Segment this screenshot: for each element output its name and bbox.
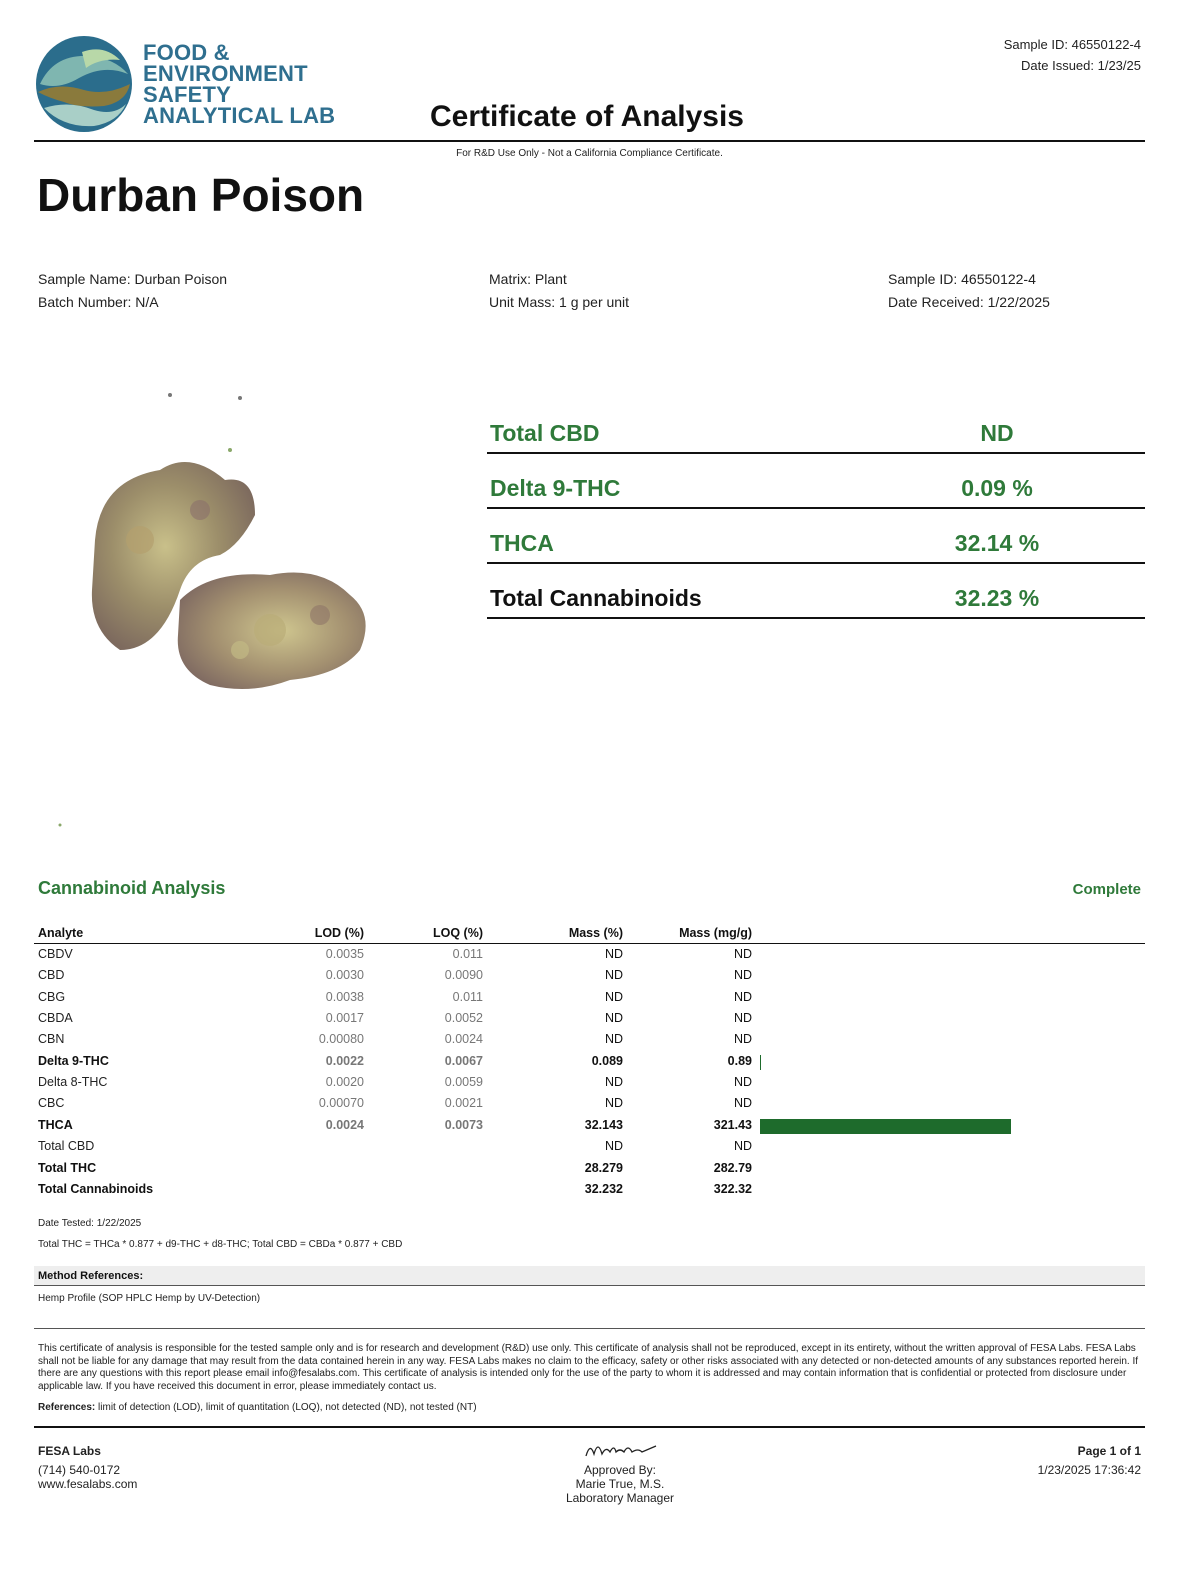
footer-company: FESA Labs <box>38 1444 101 1458</box>
summary-value: 32.14 % <box>954 530 1040 556</box>
section-title: Cannabinoid Analysis <box>38 878 226 898</box>
header-sample-id: Sample ID: 46550122-4 <box>1003 37 1141 52</box>
header-date-issued: Date Issued: 1/23/25 <box>1021 58 1141 73</box>
footer-timestamp: 1/23/2025 17:36:42 <box>1037 1463 1141 1477</box>
table-row <box>0 1159 1179 1180</box>
mass-pct-cell: ND <box>604 1096 623 1111</box>
unit-mass: Unit Mass: 1 g per unit <box>489 294 630 310</box>
disclaimer: This certificate of analysis is responsible for the tested sample only and is for research and development (R&D) use only. This certificate of analysis shall not be reproduced, except in its entirety, without the written approval of FESA Labs. FESA Labs shall not be liable for any damage that may result from the data contained herein in any way. FESA Labs makes no claim to the efficacy, safety or other risks associated with any detected or non-detected amounts of any substances reported herein. If there are any questions with this report please email info@fesalabs.com. This certificate of analysis is intended only for the use of the party to whom it is addressed and may contain information that is confidential or protected from disclosure under applicable law. If you have received this document in error, please immediately contact us. <box>38 1343 1139 1392</box>
table-header-divider <box>34 943 1145 944</box>
mass-mg-cell: ND <box>733 968 752 983</box>
batch-number: Batch Number: N/A <box>38 294 159 310</box>
analyte-cell: THCA <box>38 1117 73 1132</box>
footer-phone: (714) 540-0172 <box>38 1463 121 1477</box>
column-header-analyte: Analyte <box>38 926 84 940</box>
lod-cell: 0.0035 <box>325 947 364 961</box>
loq-cell: 0.0090 <box>444 968 483 983</box>
document-title: Certificate of Analysis <box>430 100 744 133</box>
summary-row-delta9-thc <box>487 469 1145 509</box>
mass-mg-cell: 322.32 <box>713 1181 752 1196</box>
table-row <box>0 1052 1179 1073</box>
mass-mg-cell: ND <box>733 1011 752 1026</box>
mass-pct-cell: 0.089 <box>591 1053 623 1068</box>
lod-cell: 0.0020 <box>325 1075 364 1090</box>
mass-pct-cell: ND <box>604 1032 623 1047</box>
table-row <box>0 1073 1179 1094</box>
summary-label: Delta 9-THC <box>490 475 621 501</box>
analyte-cell: CBD <box>38 968 65 983</box>
mass-mg-cell: 282.79 <box>713 1160 752 1175</box>
analyte-cell: CBG <box>38 989 66 1004</box>
summary-label: Total Cannabinoids <box>490 585 702 611</box>
analyte-cell: CBDV <box>38 947 73 961</box>
lab-name-line-1: FOOD & <box>143 40 230 65</box>
mass-mg-cell: ND <box>733 1075 752 1090</box>
analyte-cell: CBDA <box>38 1011 73 1026</box>
lod-cell: 0.00080 <box>318 1032 364 1047</box>
lab-logo <box>34 34 134 134</box>
analyte-cell: Total Cannabinoids <box>38 1181 154 1196</box>
mass-mg-cell: ND <box>733 1139 752 1154</box>
summary-row-thca <box>487 524 1145 564</box>
mass-pct-cell: ND <box>604 989 623 1004</box>
total-formula: Total THC = THCa * 0.877 + d9-THC + d8-THC; Total CBD = CBDa * 0.877 + CBD <box>38 1239 403 1250</box>
footer-website[interactable]: www.fesalabs.com <box>38 1477 138 1491</box>
mass-pct-cell: ND <box>604 1075 623 1090</box>
table-row <box>0 1137 1179 1158</box>
loq-cell: 0.0067 <box>444 1053 483 1068</box>
table-row <box>0 1116 1179 1137</box>
approver-title: Laboratory Manager <box>565 1491 675 1505</box>
date-tested: Date Tested: 1/22/2025 <box>38 1218 142 1229</box>
summary-label: Total CBD <box>490 420 600 446</box>
loq-cell: 0.011 <box>452 989 483 1004</box>
mass-mg-cell: ND <box>733 1032 752 1047</box>
summary-value: 32.23 % <box>954 585 1040 611</box>
mass-bar <box>760 1055 761 1070</box>
date-received: Date Received: 1/22/2025 <box>888 294 1050 310</box>
product-photo <box>40 330 400 830</box>
loq-cell: 0.0059 <box>444 1075 483 1090</box>
mass-mg-cell: 0.89 <box>727 1053 752 1068</box>
column-header-mass-mg: Mass (mg/g) <box>679 926 752 940</box>
approver-name: Marie True, M.S. <box>575 1477 665 1491</box>
analyte-cell: Total CBD <box>38 1139 95 1154</box>
method-text: Hemp Profile (SOP HPLC Hemp by UV-Detection) <box>38 1293 261 1304</box>
references <box>38 1402 477 1413</box>
method-references-band <box>34 1266 1145 1286</box>
loq-cell: 0.011 <box>452 947 483 961</box>
column-header-loq: LOQ (%) <box>433 926 483 940</box>
references-text: limit of detection (LOD), limit of quantitation (LOQ), not detected (ND), not tested (NT) <box>95 1402 477 1413</box>
analyte-cell: CBN <box>38 1032 65 1047</box>
mass-mg-cell: ND <box>733 989 752 1004</box>
lod-cell: 0.0038 <box>325 989 364 1004</box>
sample-name: Sample Name: Durban Poison <box>38 271 228 287</box>
mass-pct-cell: 32.232 <box>584 1181 623 1196</box>
table-row <box>0 945 1179 966</box>
mass-bar <box>760 1119 1011 1134</box>
summary-row-total-cannabinoids <box>487 579 1145 619</box>
footer-divider <box>34 1426 1145 1428</box>
loq-cell: 0.0073 <box>444 1117 483 1132</box>
mass-mg-cell: ND <box>733 947 752 961</box>
loq-cell: 0.0021 <box>444 1096 483 1111</box>
table-row <box>0 966 1179 987</box>
lod-cell: 0.0017 <box>325 1011 364 1026</box>
lod-cell: 0.0024 <box>325 1117 364 1132</box>
summary-value: 0.09 % <box>961 475 1033 501</box>
status-badge: Complete <box>1072 881 1141 898</box>
approver-signature <box>582 1436 662 1462</box>
mass-pct-cell: ND <box>604 1139 623 1154</box>
approved-by-label: Approved By: <box>583 1463 657 1477</box>
mass-mg-cell: ND <box>733 1096 752 1111</box>
table-row <box>0 988 1179 1009</box>
page-number: Page 1 of 1 <box>1077 1444 1141 1458</box>
table-row <box>0 1180 1179 1201</box>
rd-use-note: For R&D Use Only - Not a California Compliance Certificate. <box>456 148 723 159</box>
lod-cell: 0.0030 <box>325 968 364 983</box>
summary-label: THCA <box>490 530 554 556</box>
lod-cell: 0.00070 <box>318 1096 364 1111</box>
lab-name-line-2: ENVIRONMENT <box>143 61 308 86</box>
lod-cell: 0.0022 <box>325 1053 364 1068</box>
summary-row-total-cbd <box>487 414 1145 454</box>
lab-name-line-3: SAFETY <box>143 82 231 107</box>
column-header-mass-pct: Mass (%) <box>568 926 623 940</box>
product-name: Durban Poison <box>37 169 365 221</box>
analyte-cell: CBC <box>38 1096 65 1111</box>
loq-cell: 0.0052 <box>444 1011 483 1026</box>
method-references-heading: Method References: <box>38 1270 144 1282</box>
table-row <box>0 1009 1179 1030</box>
mass-pct-cell: ND <box>604 968 623 983</box>
info-sample-id: Sample ID: 46550122-4 <box>888 271 1036 287</box>
references-label: References: <box>38 1402 96 1413</box>
table-row <box>0 1030 1179 1051</box>
mass-pct-cell: 28.279 <box>584 1160 623 1175</box>
mass-pct-cell: ND <box>604 947 623 961</box>
analyte-cell: Total THC <box>38 1160 97 1175</box>
matrix: Matrix: Plant <box>489 271 567 287</box>
analyte-cell: Delta 8-THC <box>38 1075 108 1090</box>
summary-value: ND <box>980 420 1014 446</box>
analyte-cell: Delta 9-THC <box>38 1053 109 1068</box>
table-row <box>0 1094 1179 1115</box>
header-divider <box>34 140 1145 142</box>
loq-cell: 0.0024 <box>444 1032 483 1047</box>
mass-pct-cell: 32.143 <box>584 1117 623 1132</box>
mass-mg-cell: 321.43 <box>713 1117 752 1132</box>
mass-pct-cell: ND <box>604 1011 623 1026</box>
column-header-lod: LOD (%) <box>314 926 364 940</box>
notes-divider <box>34 1328 1145 1329</box>
lab-name-line-4: ANALYTICAL LAB <box>143 103 336 128</box>
